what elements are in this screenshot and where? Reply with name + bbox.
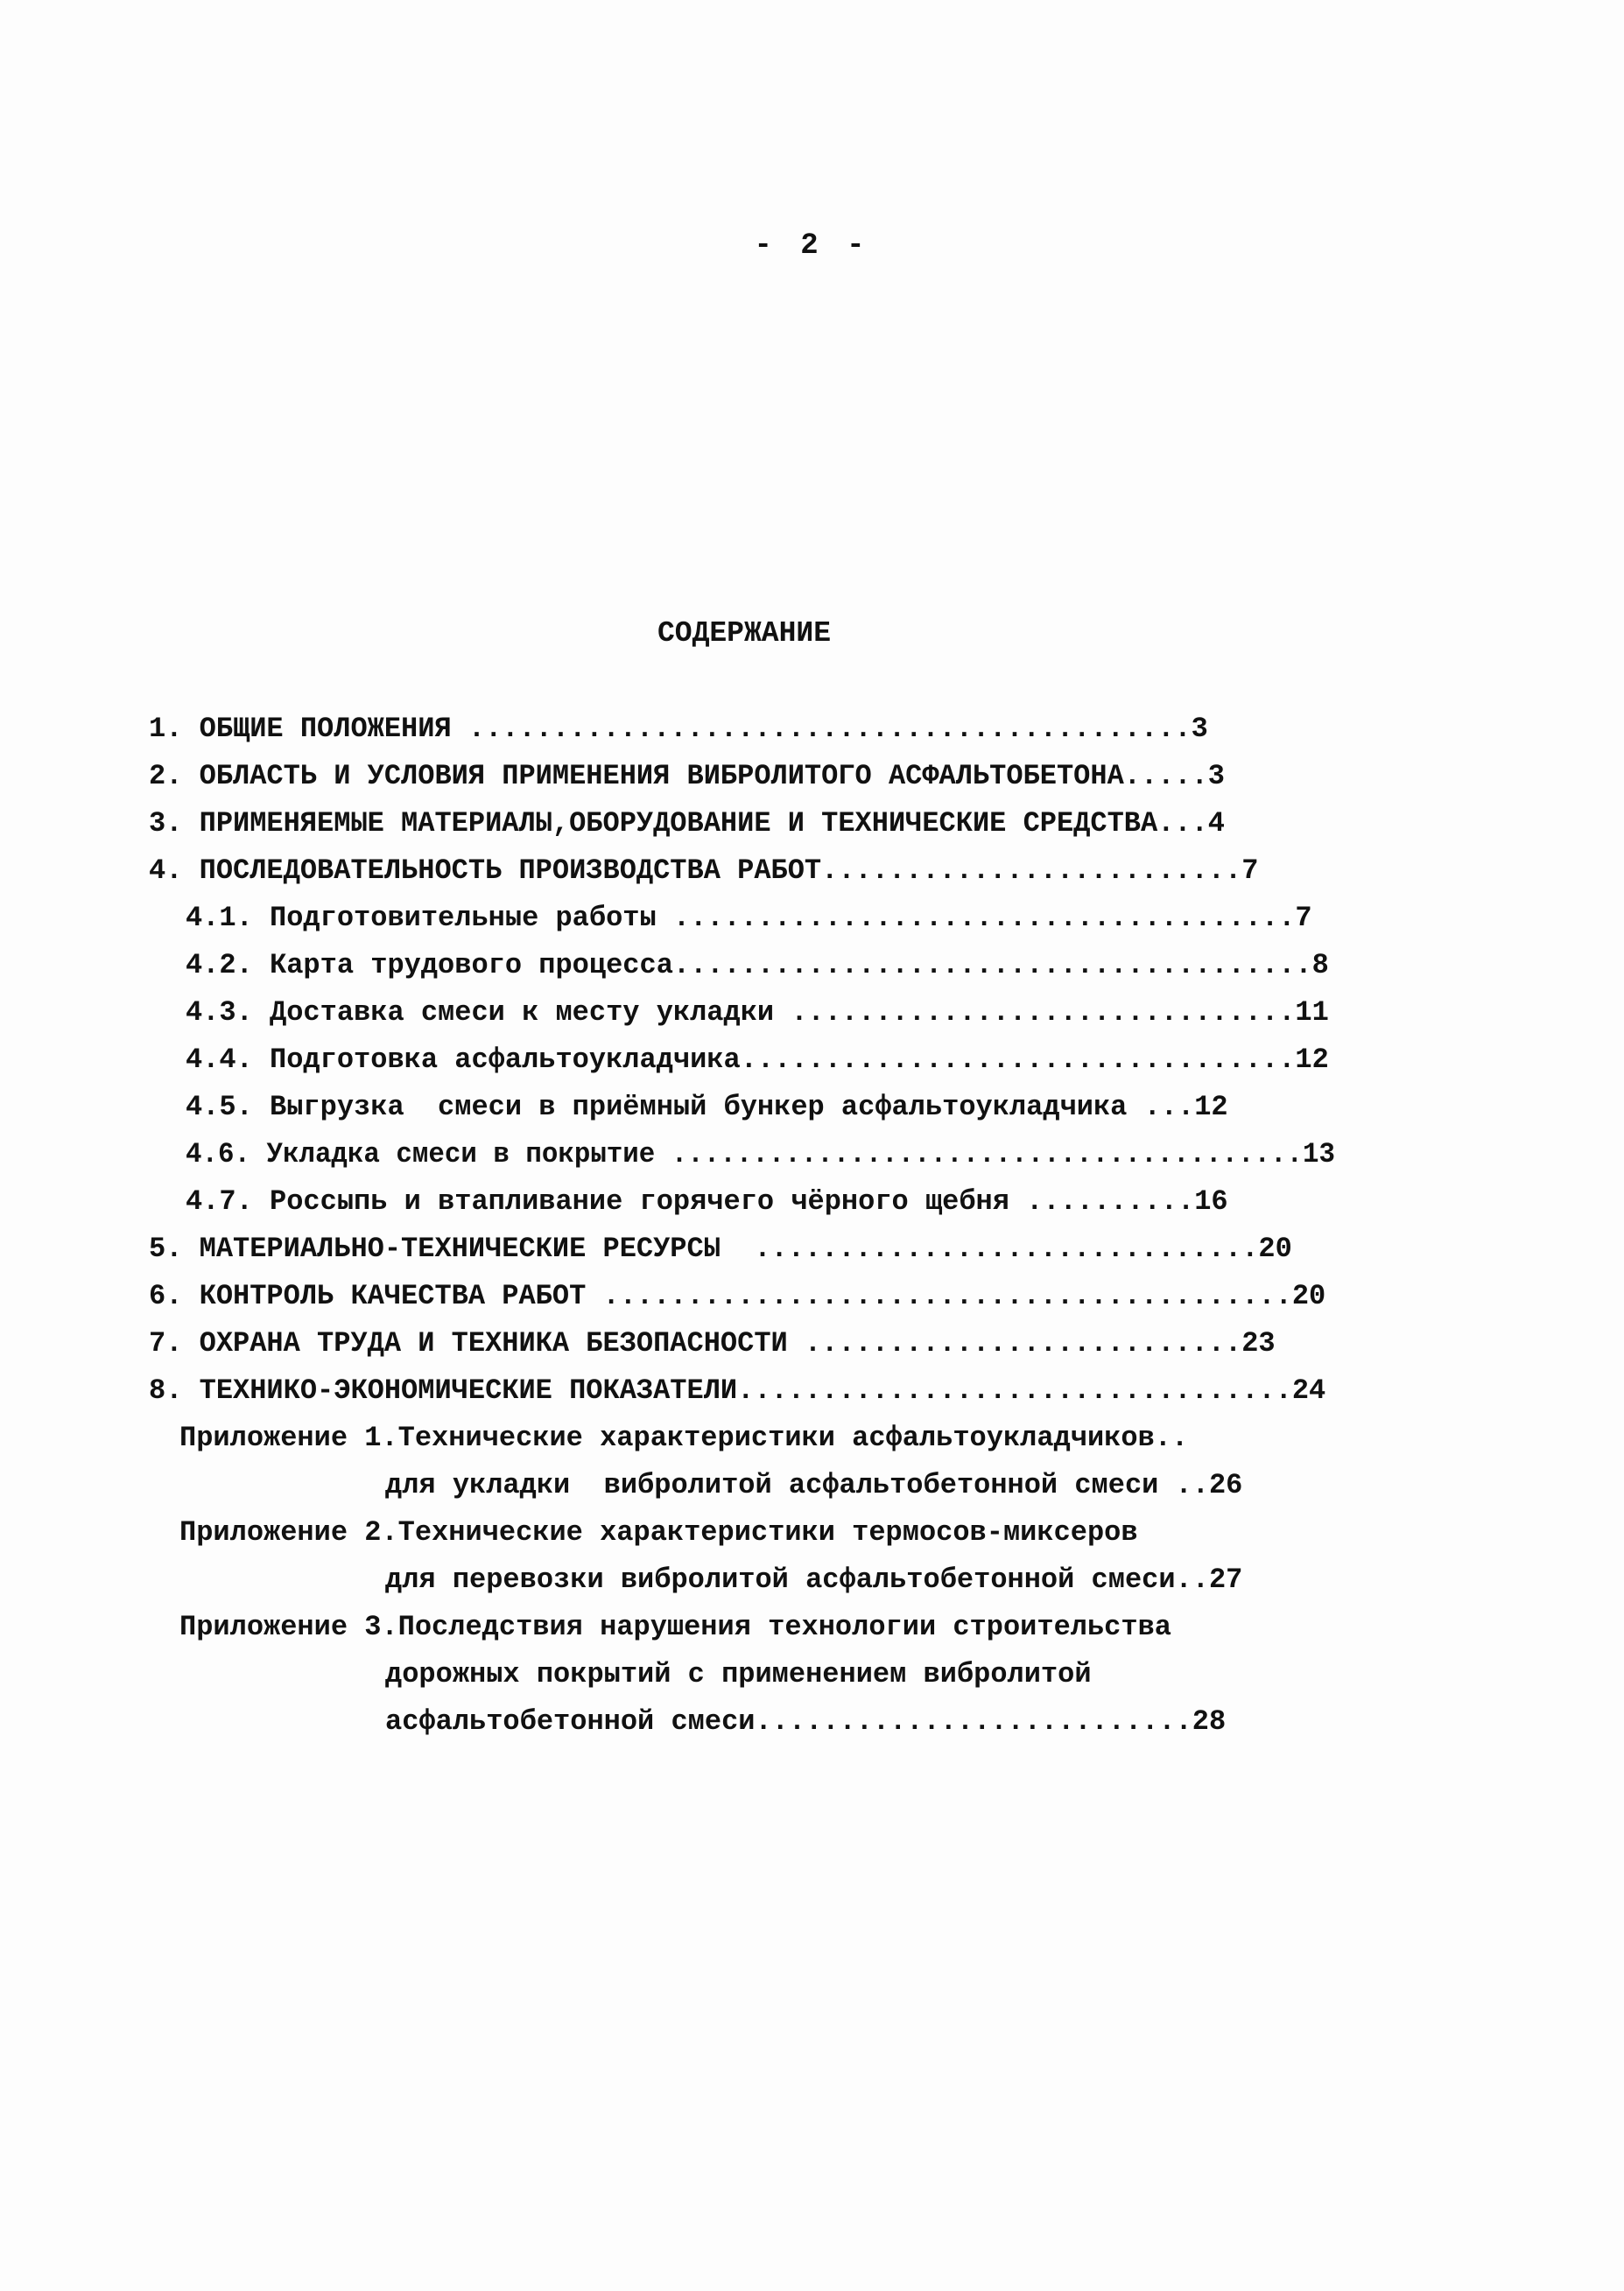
- toc-appendix-1-continued: для укладки вибролитой асфальтобетонной смеси ..26: [385, 1469, 1243, 1501]
- toc-entry-5: 5. МАТЕРИАЛЬНО-ТЕХНИЧЕСКИЕ РЕСУРСЫ ..............................20: [149, 1233, 1292, 1265]
- toc-entry-4-1: 4.1. Подготовительные работы .....................................7: [186, 902, 1312, 934]
- toc-entry-4-7: 4.7. Россыпь и втапливание горячего чёрного щебня ..........16: [186, 1185, 1228, 1218]
- toc-entry-3: 3. ПРИМЕНЯЕМЫЕ МАТЕРИАЛЫ,ОБОРУДОВАНИЕ И ТЕХНИЧЕСКИЕ СРЕДСТВА...4: [149, 807, 1225, 840]
- page-number: - 2 -: [754, 229, 870, 263]
- toc-entry-4-6: 4.6. Укладка смеси в покрытие .......................................13: [186, 1138, 1335, 1170]
- toc-appendix-2-continued: для перевозки вибролитой асфальтобетонной смеси..27: [385, 1564, 1243, 1596]
- toc-title: СОДЕРЖАНИЕ: [657, 617, 832, 650]
- toc-entry-1: 1. ОБЩИЕ ПОЛОЖЕНИЯ ...........................................3: [149, 713, 1208, 745]
- toc-entry-4: 4. ПОСЛЕДОВАТЕЛЬНОСТЬ ПРОИЗВОДСТВА РАБОТ.........................7: [149, 854, 1259, 887]
- toc-appendix-1: Приложение 1.Технические характеристики асфальтоукладчиков..: [179, 1422, 1189, 1454]
- toc-entry-4-4: 4.4. Подготовка асфальтоукладчика.................................12: [186, 1044, 1329, 1076]
- toc-entry-4-3: 4.3. Доставка смеси к месту укладки ..............................11: [186, 996, 1329, 1029]
- toc-appendix-3-end: асфальтобетонной смеси..........................28: [385, 1705, 1227, 1738]
- toc-appendix-3: Приложение 3.Последствия нарушения технологии строительства: [179, 1611, 1171, 1643]
- toc-entry-4-5: 4.5. Выгрузка смеси в приёмный бункер асфальтоукладчика ...12: [186, 1091, 1228, 1123]
- toc-appendix-2: Приложение 2.Технические характеристики термосов-миксеров: [179, 1516, 1138, 1549]
- toc-entry-2: 2. ОБЛАСТЬ И УСЛОВИЯ ПРИМЕНЕНИЯ ВИБРОЛИТОГО АСФАЛЬТОБЕТОНА.....3: [149, 760, 1225, 792]
- toc-entry-4-2: 4.2. Карта трудового процесса......................................8: [186, 949, 1329, 981]
- toc-appendix-3-continued: дорожных покрытий с применением вибролитой: [385, 1658, 1092, 1690]
- toc-entry-8: 8. ТЕХНИКО-ЭКОНОМИЧЕСКИЕ ПОКАЗАТЕЛИ.................................24: [149, 1374, 1326, 1407]
- toc-entry-6: 6. КОНТРОЛЬ КАЧЕСТВА РАБОТ .........................................20: [149, 1280, 1326, 1312]
- toc-entry-7: 7. ОХРАНА ТРУДА И ТЕХНИКА БЕЗОПАСНОСТИ ..........................23: [149, 1327, 1276, 1360]
